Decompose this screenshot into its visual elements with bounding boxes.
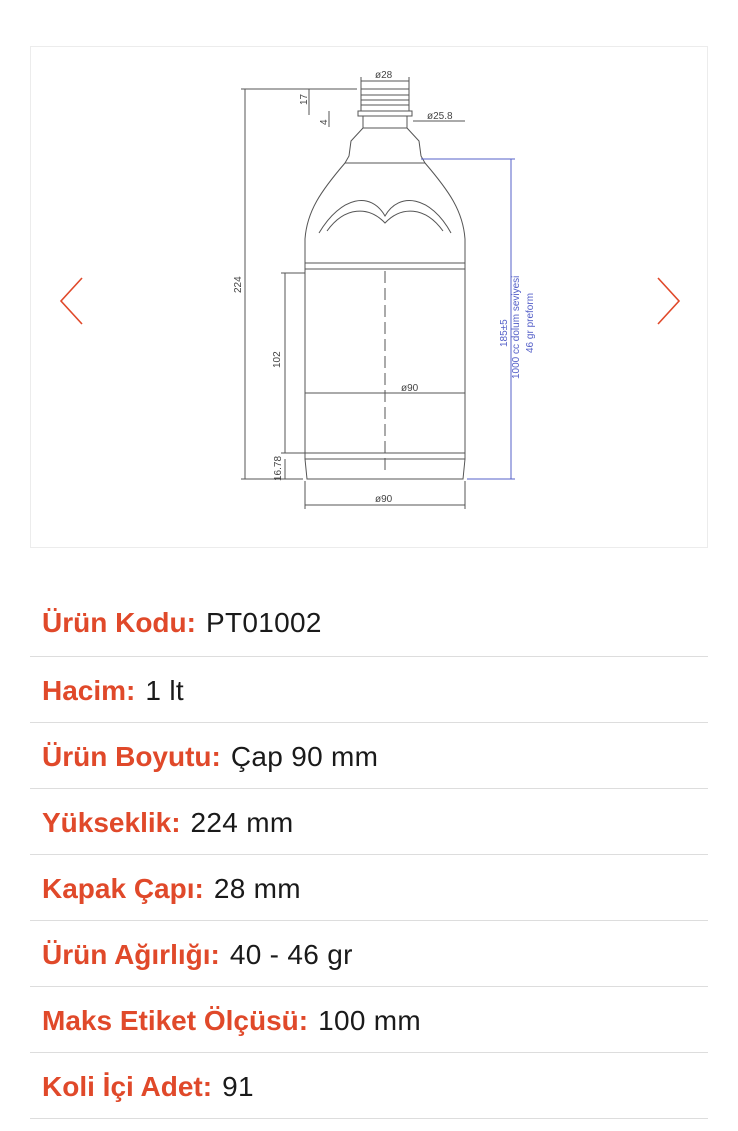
label-height-label: 102 xyxy=(272,351,283,368)
spec-row-label-size xyxy=(30,987,708,1053)
chevron-right-icon xyxy=(653,275,683,327)
spec-value: 28 mm xyxy=(213,872,301,904)
total-height-label: 224 xyxy=(233,276,244,293)
neck-height-label: 17 xyxy=(299,93,310,105)
spec-row-cap-diameter xyxy=(30,855,708,921)
product-image-gallery xyxy=(30,46,708,548)
gallery-next-button[interactable] xyxy=(653,275,683,327)
base-diameter-label: ø90 xyxy=(375,494,393,505)
base-height-label: 16.78 xyxy=(273,455,284,481)
spec-label: Maks Etiket Ölçüsü: xyxy=(42,1004,309,1036)
spec-label: Ürün Ağırlığı: xyxy=(42,938,220,970)
spec-row-size xyxy=(30,723,708,789)
spec-value: 224 mm xyxy=(190,806,294,838)
spec-value: 100 mm xyxy=(318,1004,422,1036)
preform-note-label: 46 gr preform xyxy=(525,292,536,353)
spec-value: 91 xyxy=(222,1070,254,1102)
spec-value: Çap 90 mm xyxy=(230,740,379,772)
fill-note-label: 1000 cc dolum seviyesi xyxy=(511,275,522,379)
neck-inner-diameter-label: ø25.8 xyxy=(427,111,453,122)
spec-label: Ürün Boyutu: xyxy=(42,740,221,772)
spec-label: Koli İçi Adet: xyxy=(42,1070,213,1102)
bottle-technical-drawing xyxy=(31,47,709,549)
spec-row-box-quantity xyxy=(30,1053,708,1119)
fill-height-label: 185±5 xyxy=(499,319,510,347)
gallery-prev-button[interactable] xyxy=(57,275,87,327)
spec-value: 40 - 46 gr xyxy=(229,938,353,970)
neck-ring-label: 4 xyxy=(319,119,330,125)
spec-label: Ürün Kodu: xyxy=(42,607,196,638)
spec-row-height xyxy=(30,789,708,855)
neck-diameter-label: ø28 xyxy=(375,70,393,81)
spec-value: 1 lt xyxy=(145,674,184,706)
spec-label: Yükseklik: xyxy=(42,806,181,838)
spec-label: Hacim: xyxy=(42,674,136,706)
spec-label: Kapak Çapı: xyxy=(42,872,204,904)
spec-row-volume xyxy=(30,657,708,723)
body-diameter-label: ø90 xyxy=(401,383,419,394)
spec-value: PT01002 xyxy=(205,607,322,638)
product-spec-list xyxy=(30,588,708,1119)
spec-row-weight xyxy=(30,921,708,987)
chevron-left-icon xyxy=(57,275,87,327)
spec-row-product-code xyxy=(30,588,708,657)
